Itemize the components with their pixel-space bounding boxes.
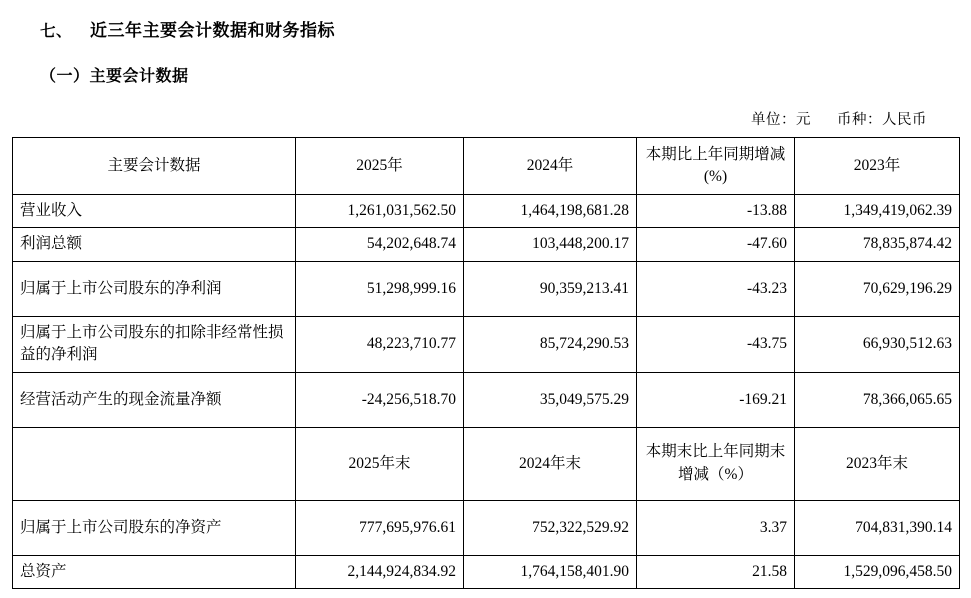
row-value-2023: 1,349,419,062.39 [795,195,960,228]
row-label: 营业收入 [13,195,296,228]
row-label: 总资产 [13,555,296,588]
subsection-heading: （一）主要会计数据 [40,68,189,85]
row-value-2025: 48,223,710.77 [296,316,464,372]
row-value-2025: 51,298,999.16 [296,261,464,316]
row-value-change: 21.58 [637,555,795,588]
table-header-row [13,138,960,195]
subheader-label [13,427,296,500]
row-value-2024: 90,359,213.41 [464,261,637,316]
subheader-2023-end: 2023年末 [795,427,960,500]
table-row [13,261,960,316]
table-row [13,195,960,228]
row-label: 归属于上市公司股东的净利润 [13,261,296,316]
subheader-change: 本期末比上年同期末增减（%） [637,427,795,500]
currency-label: 币种：人民币 [837,112,927,128]
column-header-2024: 2024年 [464,138,637,195]
row-value-2023: 66,930,512.63 [795,316,960,372]
row-value-2024: 1,764,158,401.90 [464,555,637,588]
row-value-2024: 85,724,290.53 [464,316,637,372]
row-value-2023: 78,366,065.65 [795,372,960,427]
row-value-2025: 777,695,976.61 [296,500,464,555]
table-row [13,316,960,372]
column-header-2025: 2025年 [296,138,464,195]
table-row [13,228,960,261]
column-header-item: 主要会计数据 [13,138,296,195]
row-value-2023: 704,831,390.14 [795,500,960,555]
row-label: 归属于上市公司股东的扣除非经常性损益的净利润 [13,316,296,372]
row-value-change: -169.21 [637,372,795,427]
subheader-2024-end: 2024年末 [464,427,637,500]
document-page [0,16,971,598]
row-value-2025: -24,256,518.70 [296,372,464,427]
row-value-2025: 1,261,031,562.50 [296,195,464,228]
column-header-2023: 2023年 [795,138,960,195]
row-value-2023: 70,629,196.29 [795,261,960,316]
row-value-2024: 103,448,200.17 [464,228,637,261]
table-row [13,500,960,555]
unit-currency-line [0,108,927,129]
column-header-change: 本期比上年同期增减(%) [637,138,795,195]
row-value-change: -43.23 [637,261,795,316]
row-label: 经营活动产生的现金流量净额 [13,372,296,427]
row-value-2024: 1,464,198,681.28 [464,195,637,228]
row-value-change: 3.37 [637,500,795,555]
row-label: 归属于上市公司股东的净资产 [13,500,296,555]
section-heading [40,16,971,41]
section-number: 七、 [40,23,73,40]
row-value-2025: 54,202,648.74 [296,228,464,261]
table-row [13,555,960,588]
row-value-change: -47.60 [637,228,795,261]
row-value-change: -13.88 [637,195,795,228]
table-row [13,372,960,427]
row-value-2023: 1,529,096,458.50 [795,555,960,588]
financial-data-table [12,137,960,589]
section-title: 近三年主要会计数据和财务指标 [90,21,336,40]
unit-label: 单位：元 [751,112,811,128]
table-subheader-row [13,427,960,500]
row-value-2023: 78,835,874.42 [795,228,960,261]
row-value-change: -43.75 [637,316,795,372]
row-value-2024: 752,322,529.92 [464,500,637,555]
subheader-2025-end: 2025年末 [296,427,464,500]
row-value-2024: 35,049,575.29 [464,372,637,427]
row-label: 利润总额 [13,228,296,261]
row-value-2025: 2,144,924,834.92 [296,555,464,588]
